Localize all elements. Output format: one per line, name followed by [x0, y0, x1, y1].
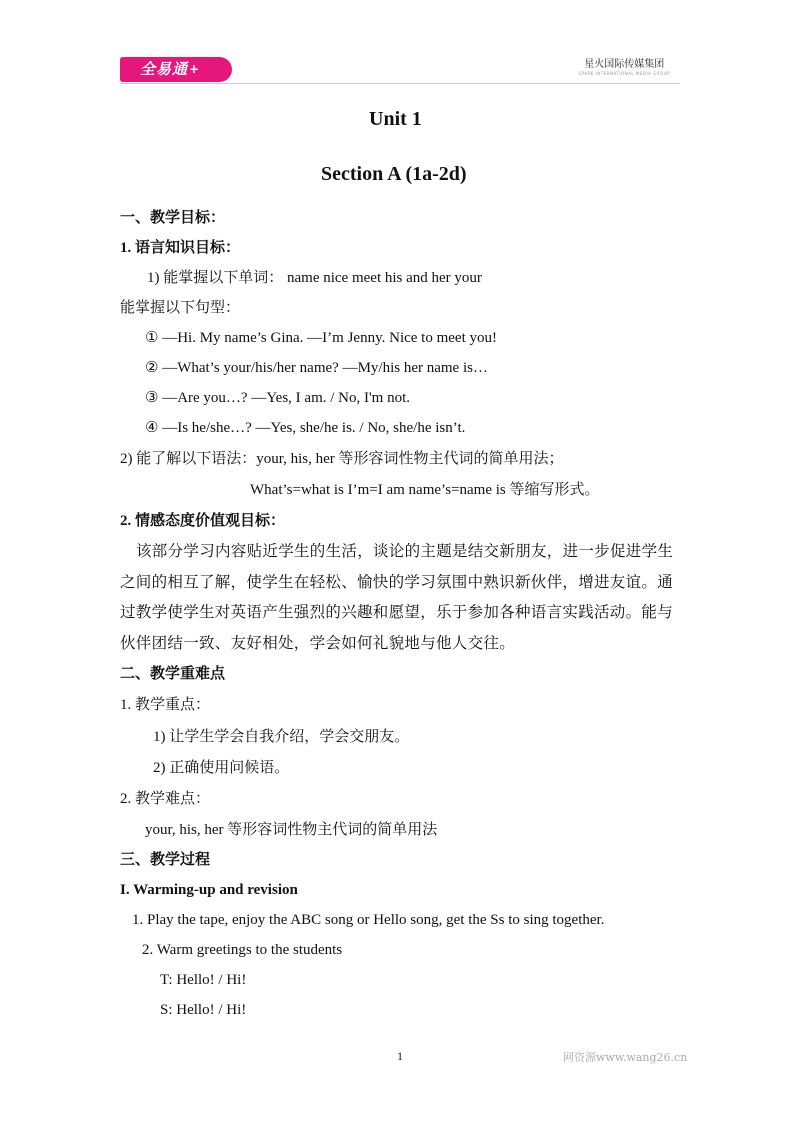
dialog-teacher: T: Hello! / Hi!: [160, 972, 247, 988]
key-points-label: 1. 教学重点：: [120, 697, 211, 713]
heading-key-points: 二、教学重难点: [120, 666, 226, 682]
publisher-name: 星火国际传媒集团: [584, 59, 665, 70]
patterns-label: 能掌握以下句型：: [120, 300, 241, 316]
emotional-goals-paragraph: 该部分学习内容贴近学生的生活，谈论的主题是结交新朋友，进一步促进学生之间的相互了解，使学生在轻松、愉快的学习氛围中熟识新伙伴，增进友谊。通过教学使学生对英语产生强烈的兴趣和愿望，乐于参加各种语言实践活动。能与伙伴团结一致、友好相处，学会如何礼貌地与他人交往。: [120, 543, 674, 652]
warmup-step-1: 1. Play the tape, enjoy the ABC song or Hello song, get the Ss to sing together.: [132, 912, 605, 928]
unit-title: Unit 1: [369, 108, 422, 130]
difficulty-1: your, his, her 等形容词性物主代词的简单用法: [145, 822, 438, 838]
key-point-2: 2) 正确使用问候语。: [153, 760, 290, 776]
brand-logo: [120, 57, 232, 82]
vocabulary-line: 1) 能掌握以下单词： name nice meet his and her your: [147, 270, 482, 286]
section-title: Section A (1a-2d): [321, 163, 467, 185]
heading-objectives: 一、教学目标：: [120, 210, 226, 226]
page-number: 1: [397, 1049, 403, 1063]
logo-plus: +: [189, 62, 201, 76]
pattern-3: ③ —Are you…? —Yes, I am. / No, I'm not.: [145, 390, 411, 406]
watermark: 网资源www.wang26.cn: [563, 1051, 688, 1064]
key-point-1: 1) 让学生学会自我介绍，学会交朋友。: [153, 729, 410, 745]
pattern-2: ② —What’s your/his/her name? —My/his her name is…: [145, 360, 488, 376]
pattern-1: ① —Hi. My name’s Gina. —I’m Jenny. Nice to meet you!: [145, 330, 497, 346]
warmup-step-2: 2. Warm greetings to the students: [142, 942, 343, 958]
difficulties-label: 2. 教学难点：: [120, 791, 211, 807]
heading-teaching-process: 三、教学过程: [120, 852, 211, 868]
publisher-subtitle: SPARK INTERNATIONAL MEDIA GROUP: [578, 71, 670, 76]
page-header: [120, 52, 680, 86]
grammar-line-1: 2) 能了解以下语法：your, his, her 等形容词性物主代词的简单用法；: [120, 451, 564, 467]
warmup-title: I. Warming-up and revision: [120, 882, 298, 898]
heading-language-knowledge: 1. 语言知识目标：: [120, 240, 241, 256]
publisher-mark: [578, 59, 670, 77]
dialog-student: S: Hello! / Hi!: [160, 1002, 247, 1018]
grammar-line-2: What’s=what is I’m=I am name’s=name is 等缩写形式。: [250, 482, 600, 498]
heading-emotional-goals: 2. 情感态度价值观目标：: [120, 513, 286, 529]
logo-text: 全易通: [140, 60, 189, 78]
pattern-4: ④ —Is he/she…? —Yes, she/he is. / No, she/he isn’t.: [145, 420, 466, 436]
header-divider: [120, 83, 680, 84]
